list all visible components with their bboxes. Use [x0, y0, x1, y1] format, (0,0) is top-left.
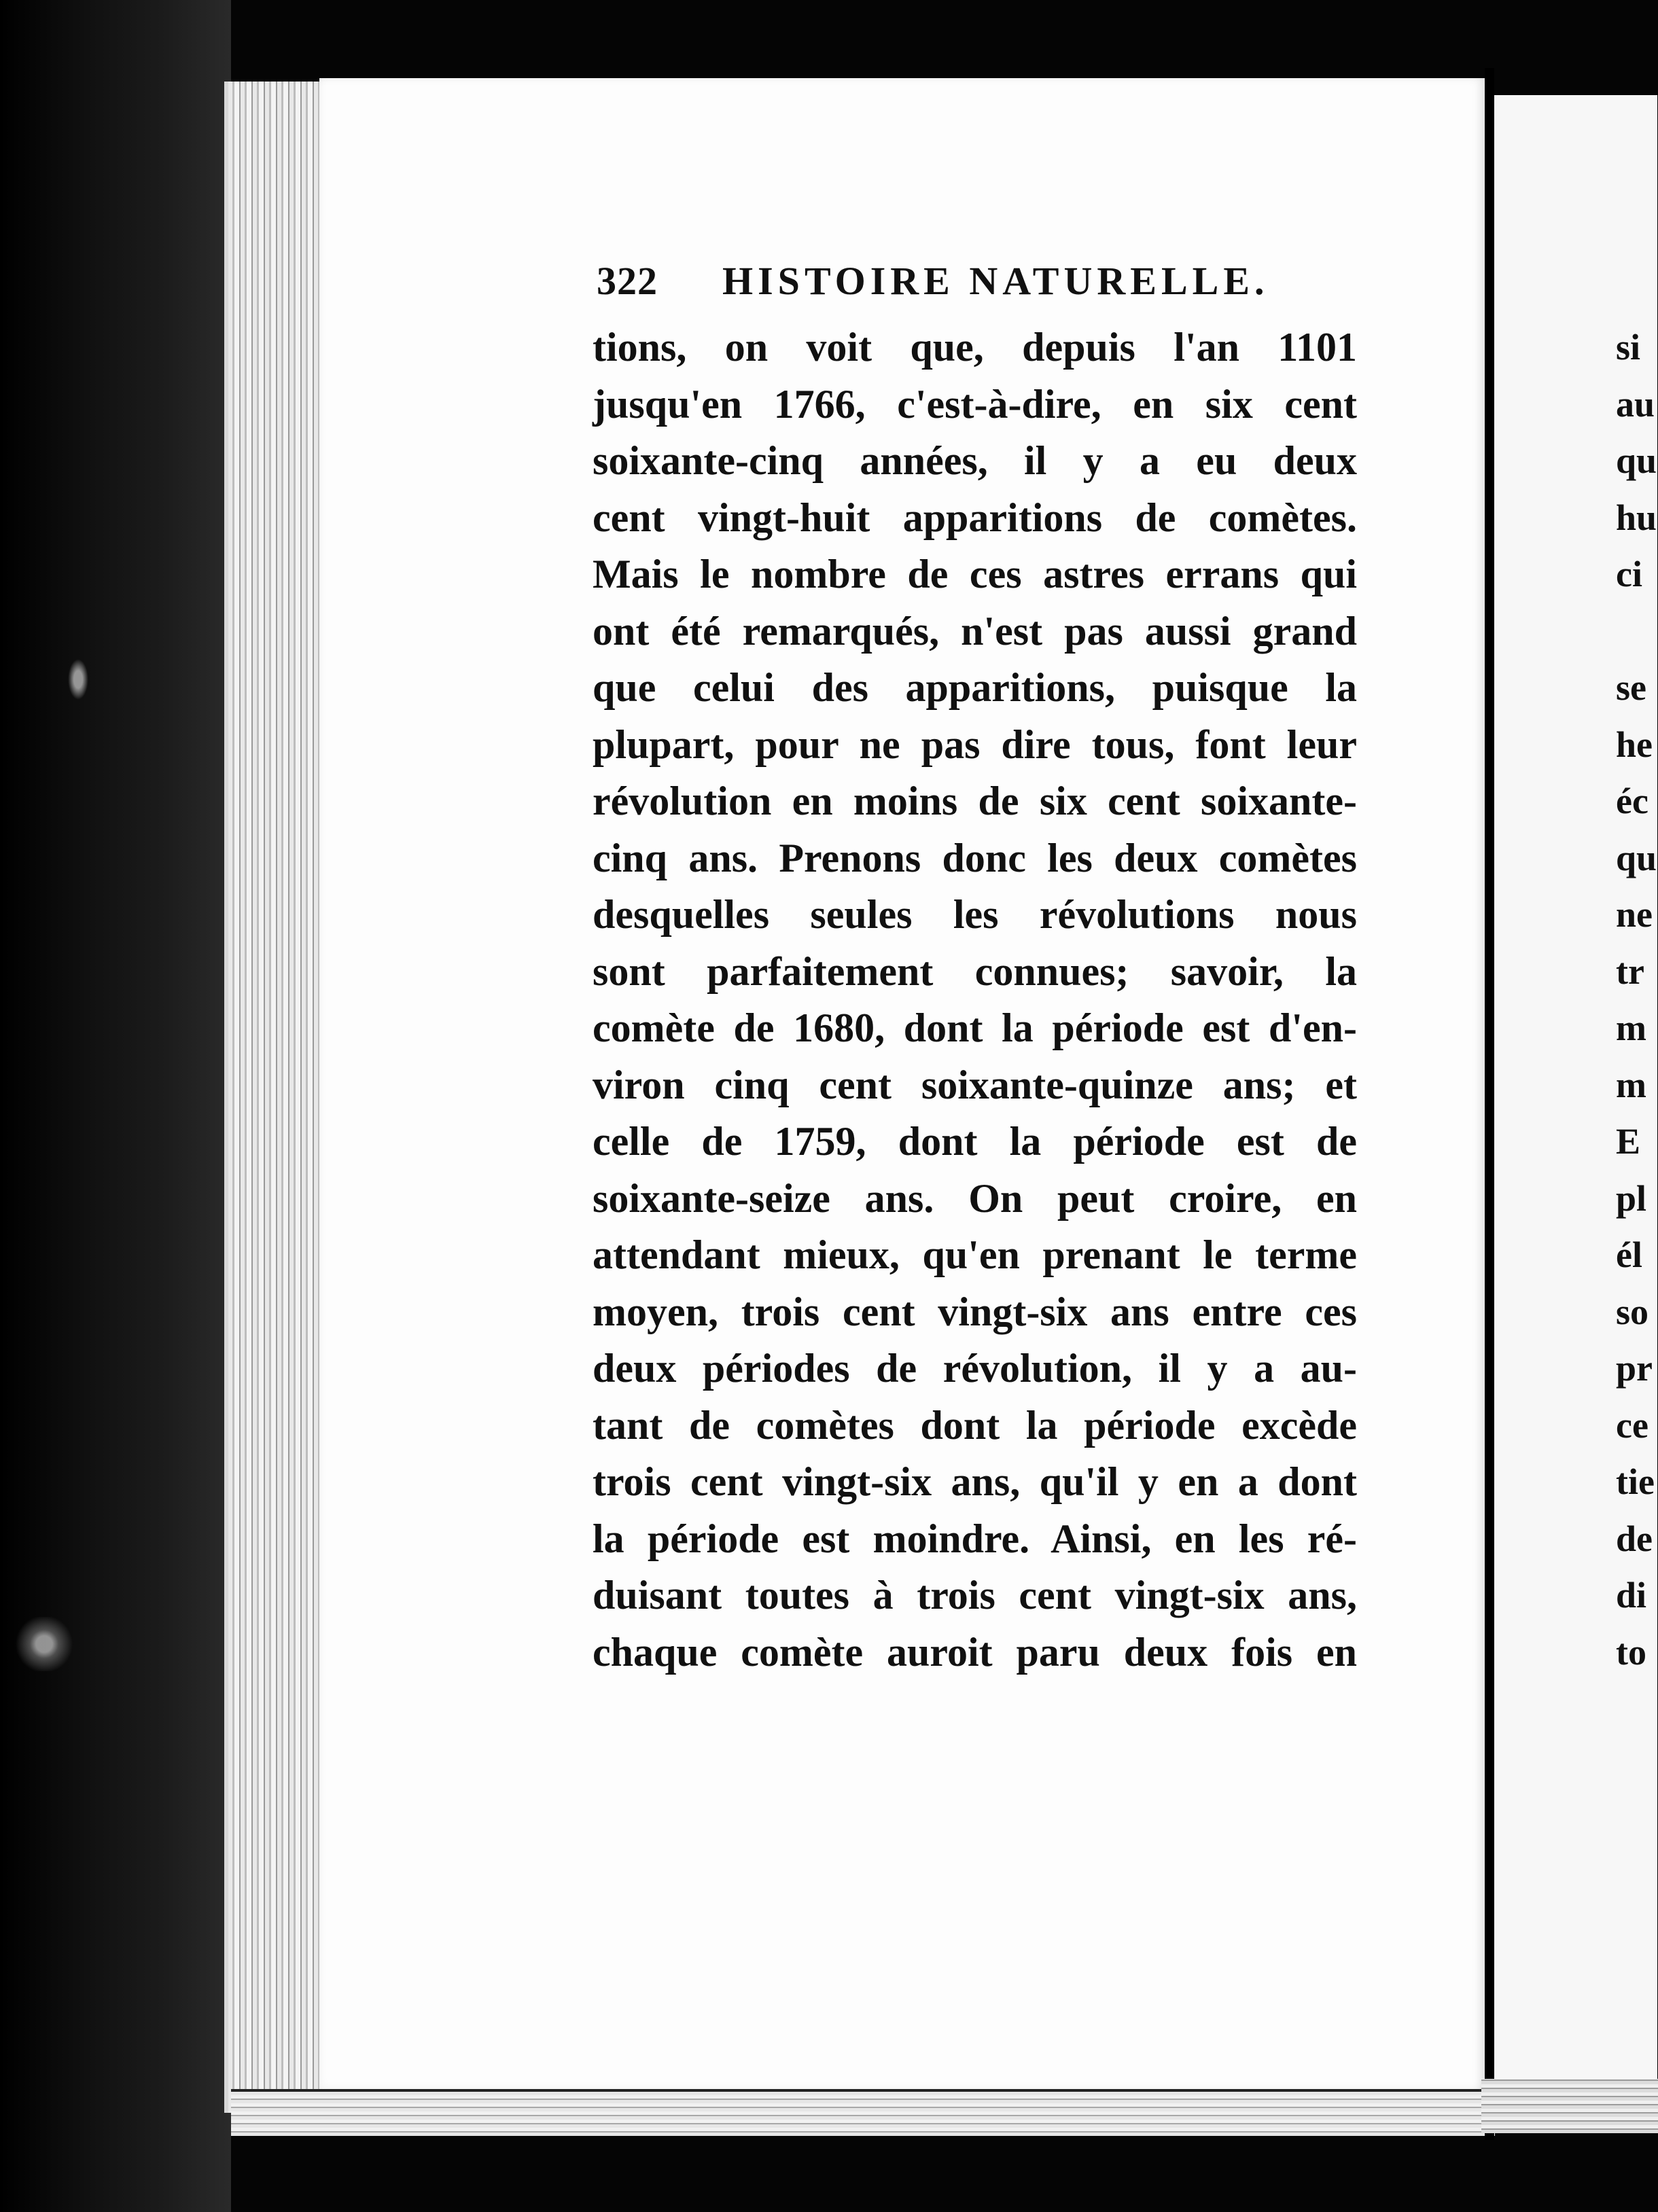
book-gutter — [1485, 68, 1494, 2140]
fragment-line: pl — [1616, 1177, 1647, 1219]
text-line: comète de 1680, dont la période est d'en- — [593, 1005, 1357, 1050]
text-line: attendant mieux, qu'en prenant le terme — [593, 1232, 1357, 1277]
fragment-line: qu — [1616, 440, 1657, 481]
page-number: 322 — [597, 259, 658, 303]
text-line: viron cinq cent soixante-quinze ans; et — [593, 1062, 1357, 1107]
fragment-line: pr — [1616, 1348, 1653, 1389]
text-line: deux périodes de révolution, il y a au- — [593, 1346, 1357, 1391]
fragment-line: ce — [1616, 1404, 1648, 1446]
text-line: tions, on voit que, depuis l'an 1101 — [593, 325, 1357, 370]
fragment-line: de — [1616, 1518, 1653, 1559]
text-line: soixante-cinq années, il y a eu deux — [593, 438, 1357, 483]
text-line: tant de comètes dont la période excède — [593, 1402, 1357, 1448]
book-cover-edge — [0, 0, 231, 2212]
text-line: révolution en moins de six cent soixante- — [593, 779, 1357, 823]
fragment-line: so — [1616, 1291, 1649, 1332]
text-line: ont été remarqués, n'est pas aussi grand — [593, 608, 1357, 654]
fragment-line: ci — [1616, 554, 1642, 594]
fragment-line: di — [1616, 1575, 1647, 1616]
fragment-line: éc — [1616, 781, 1648, 821]
text-line: moyen, trois cent vingt-six ans entre ces — [593, 1289, 1357, 1334]
fragment-line: tie — [1616, 1461, 1655, 1502]
text-line: desquelles seules les révolutions nous — [593, 892, 1357, 937]
page-header — [597, 258, 1358, 304]
text-line: chaque comète auroit paru deux fois en — [593, 1629, 1357, 1675]
fragment-line: he — [1616, 724, 1653, 765]
text-line: Mais le nombre de ces astres errans qui — [593, 552, 1357, 596]
scan-smudge — [14, 1617, 75, 1671]
fragment-line: m — [1616, 1007, 1646, 1048]
text-line: soixante-seize ans. On peut croire, en — [593, 1175, 1357, 1221]
text-line: trois cent vingt-six ans, qu'il y en a dont — [593, 1459, 1357, 1504]
fragment-line: hu — [1616, 497, 1657, 538]
fragment-line: qu — [1616, 837, 1657, 878]
text-line: cent vingt-huit apparitions de comètes. — [593, 495, 1357, 540]
text-line: la période est moindre. Ainsi, en les ré- — [593, 1516, 1357, 1561]
text-line: jusqu'en 1766, c'est-à-dire, en six cent — [593, 381, 1357, 427]
fragment-line: to — [1616, 1631, 1646, 1673]
text-line: duisant toutes à trois cent vingt-six ans, — [593, 1573, 1357, 1618]
fragment-line: ne — [1616, 894, 1653, 935]
page-bottom-edge — [231, 2089, 1495, 2136]
fragment-line: tr — [1616, 950, 1644, 992]
next-page-bottom-edge — [1481, 2079, 1658, 2133]
text-line: plupart, pour ne pas dire tous, font leur — [593, 721, 1357, 767]
text-line: cinq ans. Prenons donc les deux comètes — [593, 835, 1357, 880]
text-line: celle de 1759, dont la période est de — [593, 1119, 1357, 1164]
scan-smudge — [68, 659, 88, 700]
fragment-line: m — [1616, 1064, 1646, 1105]
running-title: HISTOIRE NATURELLE. — [722, 259, 1269, 303]
fragment-line: au — [1616, 383, 1655, 425]
body-text — [593, 319, 1357, 1681]
text-line: que celui des apparitions, puisque la — [593, 665, 1357, 710]
text-line: sont parfaitement connues; savoir, la — [593, 948, 1357, 994]
fragment-line: él — [1616, 1234, 1642, 1275]
fragment-line: se — [1616, 667, 1646, 708]
next-page-text-fragments — [1616, 319, 1657, 1681]
fragment-line: E — [1616, 1121, 1641, 1162]
fragment-line — [1616, 603, 1657, 660]
page-stack-edge — [224, 82, 330, 2113]
fragment-line: si — [1616, 327, 1641, 368]
